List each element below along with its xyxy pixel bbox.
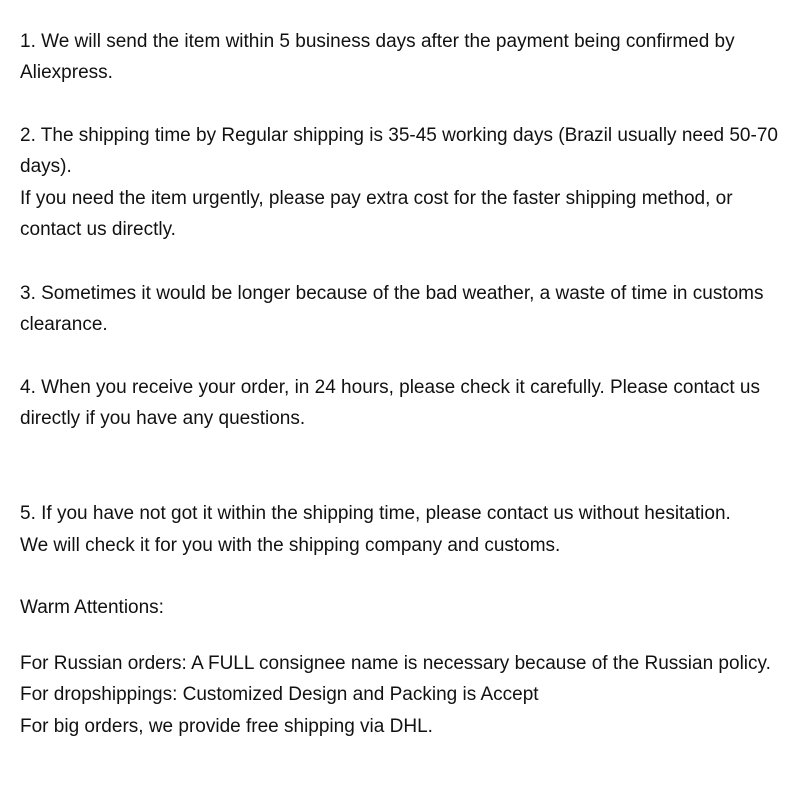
warm-attentions-heading: Warm Attentions: [20,597,164,618]
policy-item-1-line-2: Aliexpress. [20,62,113,83]
note-russian-orders: For Russian orders: A FULL consignee name is necessary because of the Russian policy. [20,653,771,674]
note-dropshipping: For dropshippings: Customized Design and Packing is Accept [20,684,539,705]
policy-item-2-line-1: 2. The shipping time by Regular shipping is 35-45 working days (Brazil usually need 50-70 [20,125,778,146]
policy-item-1-line-1: 1. We will send the item within 5 business days after the payment being confirmed by [20,31,735,52]
policy-item-3-line-2: clearance. [20,314,108,335]
policy-item-4-line-2: directly if you have any questions. [20,408,306,429]
policy-item-4-line-1: 4. When you receive your order, in 24 hours, please check it carefully. Please contact us [20,377,760,398]
policy-item-2-line-4: contact us directly. [20,219,176,240]
policy-item-2-line-2: days). [20,156,72,177]
policy-item-2-line-3: If you need the item urgently, please pay extra cost for the faster shipping method, or [20,188,733,209]
policy-item-5-line-2: We will check it for you with the shipping company and customs. [20,535,561,556]
note-big-orders: For big orders, we provide free shipping via DHL. [20,716,433,737]
policy-item-5-line-1: 5. If you have not got it within the shipping time, please contact us without hesitation. [20,503,731,524]
policy-item-3-line-1: 3. Sometimes it would be longer because of the bad weather, a waste of time in customs [20,283,764,304]
